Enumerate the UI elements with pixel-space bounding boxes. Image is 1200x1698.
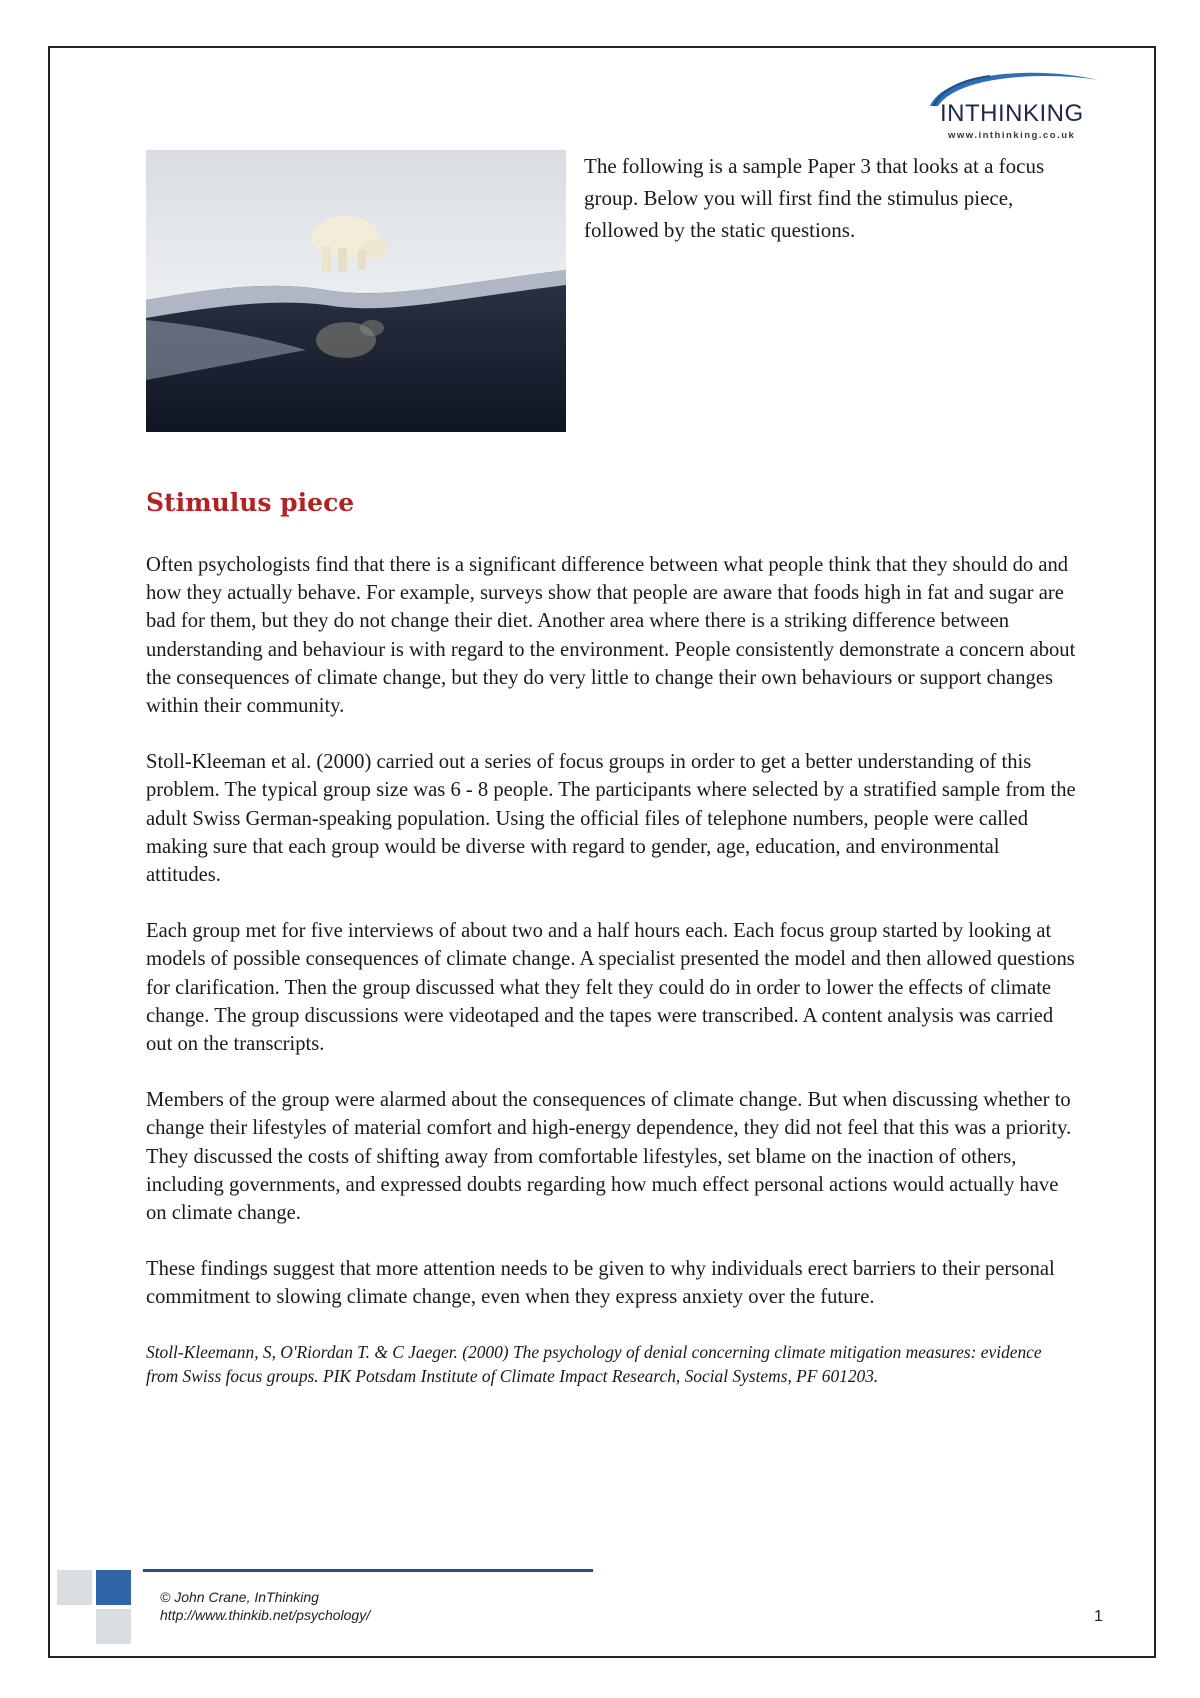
paragraph-4: Members of the group were alarmed about the consequences of climate change. But when discussing whether to change their lifestyles of material comfort and high-energy dependence, they did not feel that this was a priority. They discussed the costs of shifting away from comfortable lifestyles, set blame on the inaction of others, including governments, and expressed doubts regarding how much effect personal actions would actually have on climate change.	[146, 1089, 1072, 1225]
footer-link[interactable]: http://www.thinkib.net/psychology/	[160, 1607, 371, 1623]
citation: Stoll-Kleemann, S, O'Riordan T. & C Jaeger. (2000) The psychology of denial concerning climate mitigation measures: evidence from Swiss focus groups. PIK Potsdam Institute of Climate Impact Research, Social Systems, PF 601203.	[146, 1341, 1042, 1386]
footer-square-decoration	[96, 1570, 131, 1605]
paragraph-2: Stoll-Kleeman et al. (2000) carried out a series of focus groups in order to get a better understanding of this problem. The typical group size was 6 - 8 people. The participants where selected by a stratified sample from the adult Swiss German-speaking population. Using the official files of telephone numbers, people were called making sure that each group would be diverse with regard to gender, age, education, and environmental attitudes.	[146, 751, 1076, 887]
polar-bear-photo	[146, 150, 566, 432]
paragraph-5: These findings suggest that more attention needs to be given to why individuals erect barriers to their personal commitment to slowing climate change, even when they express anxiety over the future.	[146, 1258, 1055, 1309]
logo-brand-text: INTHINKING	[940, 100, 1084, 127]
logo-url-text: www.inthinking.co.uk	[948, 130, 1076, 141]
footer-text	[160, 1588, 370, 1624]
page-number: 1	[1094, 1608, 1103, 1625]
footer-divider	[143, 1569, 593, 1572]
stimulus-body	[146, 551, 1076, 1388]
section-heading: Stimulus piece	[146, 488, 355, 517]
footer-square-decoration	[57, 1570, 92, 1605]
footer-copyright: © John Crane, InThinking	[160, 1589, 319, 1605]
paragraph-1: Often psychologists find that there is a significant difference between what people think that they should do and how they actually behave. For example, surveys show that people are aware that foods high in fat and sugar are bad for them, but they do not change their diet. Another area where there is a striking difference between understanding and behaviour is with regard to the environment. People consistently demonstrate a concern about the consequences of climate change, but they do very little to change their own behaviours or support changes within their community.	[146, 554, 1076, 718]
inthinking-logo	[900, 66, 1100, 146]
paragraph-3: Each group met for five interviews of about two and a half hours each. Each focus group started by looking at models of possible consequences of climate change. A specialist presented the model and then allowed questions for clarification. Then the group discussed what they felt they could do in order to lower the effects of climate change. The group discussions were videotaped and the tapes were transcribed. A content analysis was carried out on the transcripts.	[146, 920, 1075, 1056]
intro-text: The following is a sample Paper 3 that looks at a focus group. Below you will first find the stimulus piece, followed by the static questions.	[584, 154, 1045, 242]
footer-square-decoration	[96, 1609, 131, 1644]
